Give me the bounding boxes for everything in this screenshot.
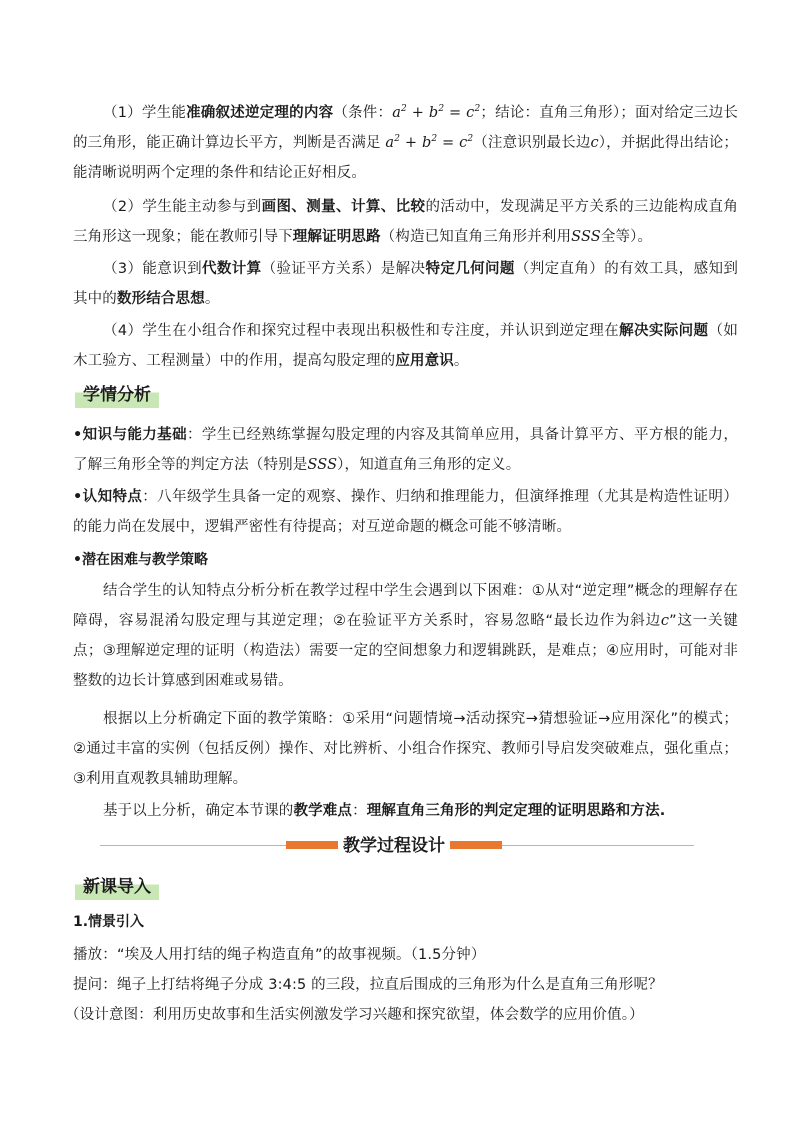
obj1-text: （1）学生能: [103, 105, 187, 121]
obj2-bold: 理解证明思路: [292, 229, 381, 245]
objective-1: [73, 98, 738, 188]
obj1-bold: 准确叙述逆定理的内容: [186, 105, 334, 121]
obj3-text: （验证平方关系）是解决: [261, 261, 426, 277]
obj3-bold: 数形结合思想: [116, 291, 205, 307]
obj3-text: （3）能意识到: [103, 261, 202, 277]
design-intent: （设计意图：利用历史故事和生活实例激发学习兴趣和探究欲望，体会数学的应用价值。）: [65, 1007, 644, 1023]
obj1-text: ），并据此得出结论；能清晰说明两个定理的条件和结论正好相反。: [73, 135, 739, 181]
key-difficulty-text: 理解直角三角形的判定定理的证明思路和方法.: [366, 803, 666, 819]
obj3-bold: 代数计算: [202, 261, 262, 277]
analysis-text: 基于以上分析，确定本节课的: [103, 803, 294, 819]
key-difficulty-label: 教学难点: [293, 803, 353, 819]
scene-intro-heading: 1.情景引入: [73, 914, 145, 930]
title-bar-right: [450, 841, 502, 849]
formula-pythagorean: $a^2 + b^2 = c^2$: [380, 134, 474, 151]
obj2-bold: 画图、测量、计算、比较: [261, 199, 426, 215]
design-title: 教学过程设计: [343, 836, 445, 856]
obj4-bold: 应用意识: [395, 353, 454, 369]
difficulties-paragraph: [73, 576, 738, 696]
obj1-text: （条件：: [333, 105, 393, 121]
var-c: c: [590, 135, 599, 151]
var-c: c: [660, 613, 670, 629]
analysis-cognitive: [73, 482, 738, 542]
title-divider-right: [502, 845, 694, 846]
objective-4: [73, 316, 738, 376]
obj1-text: ；结论：直角三角形）；面对给定三边长的三角形，能正确计算边长平方，判断是否满足: [73, 105, 739, 151]
formula-pythagorean: $a^2 + b^2 = c^2$: [392, 104, 481, 121]
objective-3: [73, 254, 738, 314]
sss-label: SSS: [571, 229, 601, 245]
obj2-text: （构造已知直角三角形并利用: [380, 229, 572, 245]
sss-label: SSS: [307, 457, 338, 473]
obj3-bold: 特定几何问题: [425, 261, 515, 277]
obj3-text: （判定直角）的有效工具，感知到其中的: [73, 261, 739, 307]
analysis-text: ：八年级学生具备一定的观察、操作、归纳和推理能力，但演绎推理（尤其是构造性证明）的能力尚在发展中，逻辑严密性有待提高；对互逆命题的概念可能不够清晰。: [73, 489, 738, 535]
obj3-text: 。: [204, 291, 220, 307]
obj1-text: （注意识别最长边: [473, 135, 591, 151]
obj4-text: 。: [453, 353, 469, 369]
obj2-text: （2）学生能主动参与到: [103, 199, 262, 215]
obj4-text: （如木工验方、工程测量）中的作用，提高勾股定理的: [73, 323, 738, 369]
difficulty-heading: •潜在困难与教学策略: [73, 552, 208, 568]
obj4-text: （4）学生在小组合作和探究过程中表现出积极性和专注度，并认识到逆定理在: [103, 323, 620, 339]
objective-2: [73, 192, 738, 252]
obj2-text: 的活动中，发现满足平方关系的三边能构成直角三角形这一现象；能在教师引导下: [73, 199, 738, 245]
section-heading-new-lesson: 新课导入: [75, 874, 159, 900]
title-bar-left: [286, 841, 338, 849]
analysis-text: ：学生已经熟练掌握勾股定理的内容及其简单应用，具备计算平方、平方根的能力，了解三角形全等的判定方法（特别是: [73, 427, 739, 473]
obj4-bold: 解决实际问题: [619, 323, 709, 339]
strategy-paragraph: 根据以上分析确定下面的教学策略：①采用“问题情境→活动探究→猜想验证→应用深化”的模式；②通过丰富的实例（包括反例）操作、对比辨析、小组合作探究、教师引导启发突破难点，强化重点；③利用直观教具辅助理解。: [73, 711, 738, 787]
analysis-knowledge: [73, 420, 738, 480]
obj2-text: 全等）。: [600, 229, 653, 245]
question-line: 提问：绳子上打结将绳子分成 3:4:5 的三段，拉直后围成的三角形为什么是直角三角形呢？: [73, 977, 663, 993]
bullet-label: •认知特点: [73, 489, 143, 505]
play-line: 播放：“埃及人用打结的绳子构造直角”的故事视频。（1.5分钟）: [73, 947, 486, 963]
title-divider-left: [100, 845, 286, 846]
analysis-text: 结合学生的认知特点分析分析在教学过程中学生会遇到以下困难：①从对“逆定理”概念的理解存在障碍，容易混淆勾股定理与其逆定理；②在验证平方关系时，容易忽略“最长边作为斜边: [73, 583, 738, 629]
conclusion-paragraph: [73, 796, 738, 826]
analysis-text: ：: [352, 803, 367, 819]
analysis-text: ”这一关键点；③理解逆定理的证明（构造法）需要一定的空间想象力和逻辑跳跃，是难点；④应用时，可能对非整数的边长计算感到困难或易错。: [73, 613, 739, 689]
design-title-banner: [100, 832, 694, 860]
section-heading-analysis: 学情分析: [75, 382, 159, 408]
analysis-text: ），知道直角三角形的定义。: [337, 457, 521, 473]
bullet-label: •知识与能力基础: [73, 427, 187, 443]
